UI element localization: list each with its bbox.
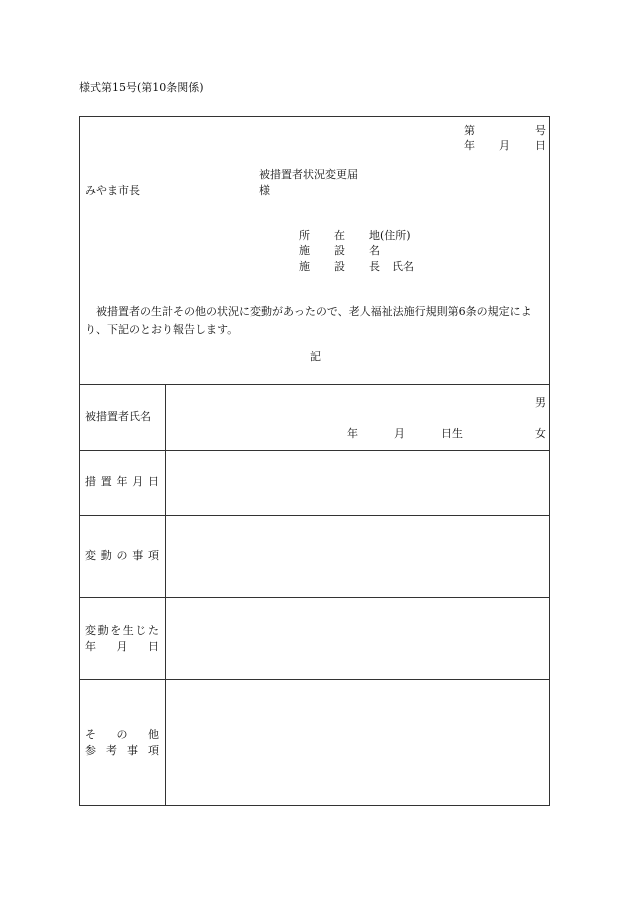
document-title: 被措置者状況変更届	[259, 168, 358, 181]
label-char: じ	[135, 624, 147, 637]
addressee-honorific: 様	[259, 184, 270, 197]
label-char: 日	[148, 640, 159, 653]
label-char: 置	[100, 475, 112, 488]
date-month: 月	[499, 139, 510, 152]
label-char: 日	[148, 475, 159, 488]
director-label-2: 設	[334, 260, 345, 273]
label-char: を	[110, 624, 122, 637]
female-option: 女	[535, 427, 546, 440]
label-char: の	[116, 728, 128, 741]
label-char: 考	[106, 744, 117, 757]
number-prefix: 第	[464, 124, 475, 137]
label-char: そ	[85, 728, 96, 741]
row-divider	[79, 450, 550, 451]
label-char: の	[116, 549, 128, 562]
addressee-name: みやま市長	[85, 184, 140, 197]
form-frame	[79, 116, 550, 806]
label-char: 動	[100, 549, 112, 562]
birth-year: 年	[347, 427, 358, 440]
row-divider	[79, 384, 550, 385]
label-char: 項	[148, 549, 159, 562]
measure-date-label	[85, 476, 159, 487]
facility-label-3: 名	[369, 244, 380, 257]
label-char: 月	[116, 640, 128, 653]
row-divider	[79, 679, 550, 680]
date-day: 日	[535, 139, 546, 152]
label-char: 事	[127, 744, 138, 757]
facility-label-1: 施	[299, 244, 310, 257]
label-char: 年	[116, 475, 128, 488]
form-label: 様式第15号(第10条関係)	[79, 81, 204, 94]
facility-label-2: 設	[334, 244, 345, 257]
label-char: 事	[132, 549, 144, 562]
birth-day: 日生	[441, 427, 463, 440]
birth-month: 月	[394, 427, 405, 440]
label-char: 措	[85, 475, 96, 488]
date-year: 年	[464, 139, 475, 152]
label-char: 生	[122, 624, 134, 637]
body-text: 被措置者の生計その他の状況に変動があったので、老人福祉法施行規則第6条の規定により、下記のとおり報告します。	[85, 305, 532, 336]
male-option: 男	[535, 396, 546, 409]
director-label-1: 施	[299, 260, 310, 273]
address-label-3: 地(住所)	[369, 229, 411, 242]
label-char: 変	[85, 549, 96, 562]
change-item-label	[85, 550, 159, 561]
label-char: 参	[85, 744, 96, 757]
address-label-1: 所	[299, 229, 310, 242]
director-label-4: 氏名	[392, 260, 414, 273]
row-divider	[79, 597, 550, 598]
label-char: 他	[148, 728, 159, 741]
director-label-3: 長	[369, 260, 380, 273]
label-char: 月	[132, 475, 144, 488]
label-char: た	[147, 624, 159, 637]
other-label-line2	[85, 745, 159, 756]
number-suffix: 号	[535, 124, 546, 137]
ki-label: 記	[310, 350, 321, 363]
change-date-label-line1	[85, 625, 159, 636]
label-char: 項	[148, 744, 159, 757]
row-divider	[79, 515, 550, 516]
label-char: 年	[85, 640, 96, 653]
column-divider	[165, 384, 166, 806]
address-label-2: 在	[334, 229, 345, 242]
name-label: 被措置者氏名	[85, 410, 151, 423]
other-label-line1	[85, 729, 159, 740]
label-char: 変	[85, 624, 96, 637]
label-char: 動	[97, 624, 109, 637]
change-date-label-line2	[85, 641, 159, 652]
